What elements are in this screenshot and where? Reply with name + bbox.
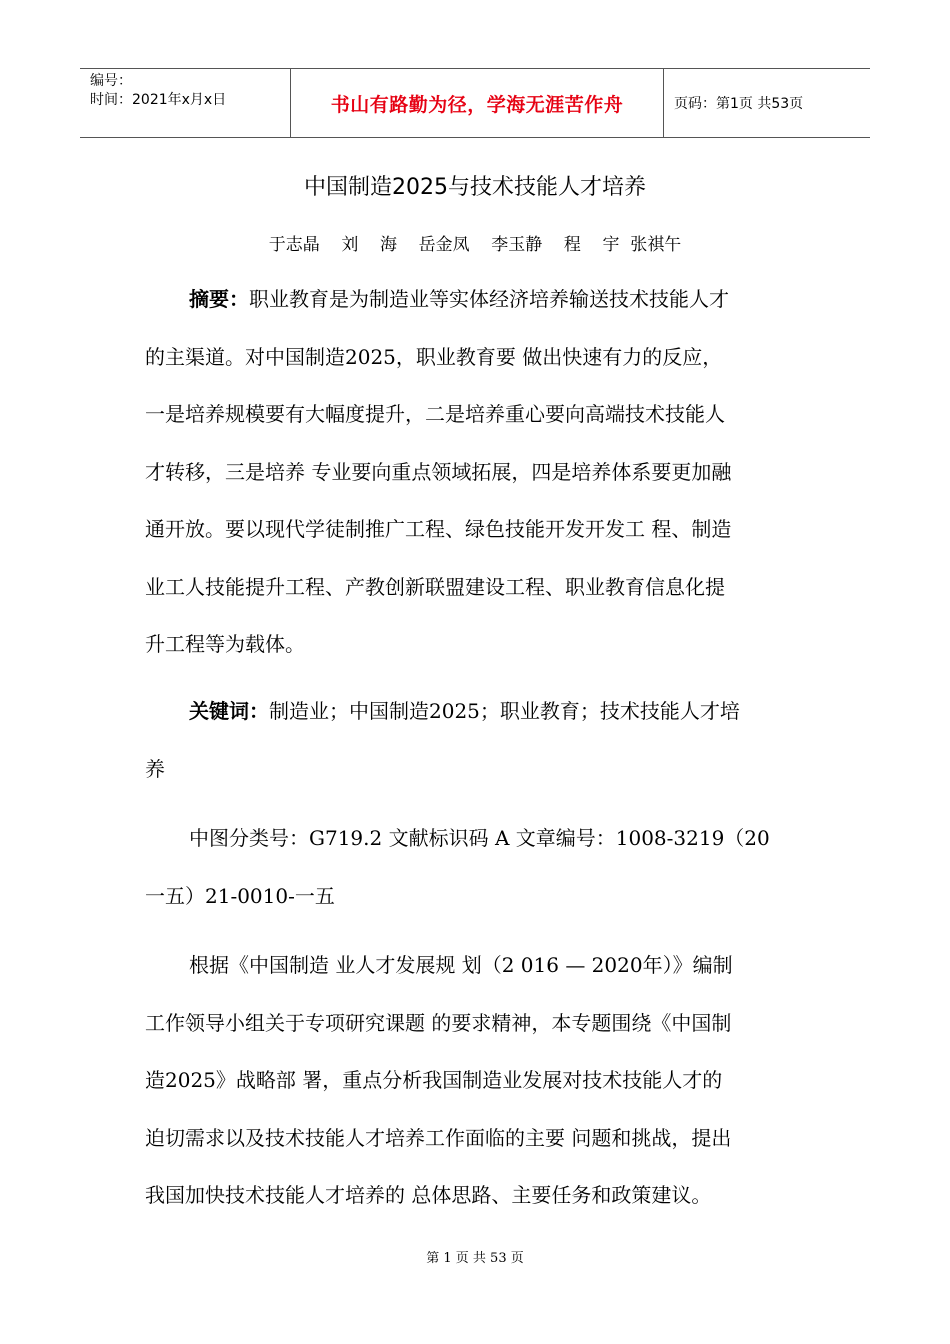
body-line: 造2025》战略部 署，重点分析我国制造业发展对技术技能人才的 — [145, 1068, 723, 1092]
classification-line: 中图分类号：G719.2 文献标识码 A 文章编号：1008-3219（20 — [189, 826, 770, 850]
abstract-line: 业工人技能提升工程、产教创新联盟建设工程、职业教育信息化提 — [145, 574, 725, 599]
abstract-section — [145, 271, 810, 674]
body-section — [145, 937, 810, 1225]
classification-line: 一五）21-0010-一五 — [145, 883, 335, 908]
document-date: 时间：2021年x月x日 — [90, 92, 227, 108]
keywords-line: 制造业；中国制造2025；职业教育；技术技能人才培 — [269, 699, 740, 723]
abstract-label: 摘要： — [189, 287, 249, 311]
keywords-line: 养 — [145, 756, 165, 781]
keywords-section — [145, 683, 810, 798]
header-page-info: 页码：第1页 共53页 — [674, 96, 804, 112]
abstract-line: 通开放。要以现代学徒制推广工程、绿色技能开发开发工 程、制造 — [145, 517, 732, 541]
header-motto: 书山有路勤为径，学海无涯苦作舟 — [291, 69, 664, 137]
page-footer: 第 1 页 共 53 页 — [426, 1251, 524, 1266]
body-line: 我国加快技术技能人才培养的 总体思路、主要任务和政策建议。 — [145, 1183, 712, 1207]
abstract-line: 升工程等为载体。 — [145, 632, 305, 656]
page-header — [80, 68, 870, 138]
body-line: 迫切需求以及技术技能人才培养工作面临的主要 问题和挑战，提出 — [145, 1125, 732, 1150]
body-line: 工作领导小组关于专项研究课题 的要求精神，本专题围绕《中国制 — [145, 1010, 732, 1035]
abstract-line: 才转移，三是培养 专业要向重点领域拓展，四是培养体系要更加融 — [145, 459, 732, 484]
body-line: 根据《中国制造 业人才发展规 划（2 016 — 2020年）》编制 — [189, 953, 733, 977]
abstract-line: 一是培养规模要有大幅度提升，二是培养重心要向高端技术技能人 — [145, 402, 725, 426]
document-number-label: 编号： — [90, 73, 132, 89]
keywords-label: 关键词： — [189, 699, 269, 723]
article-authors: 于志晶 刘 海 岳金凤 李玉静 程 宇 张祺午 — [268, 235, 682, 255]
classification-section — [145, 810, 810, 925]
abstract-line: 的主渠道。对中国制造2025，职业教育要 做出快速有力的反应， — [145, 344, 723, 369]
header-meta — [80, 69, 291, 137]
abstract-line: 职业教育是为制造业等实体经济培养输送技术技能人才 — [249, 287, 729, 311]
article-title: 中国制造2025与技术技能人才培养 — [304, 175, 646, 200]
